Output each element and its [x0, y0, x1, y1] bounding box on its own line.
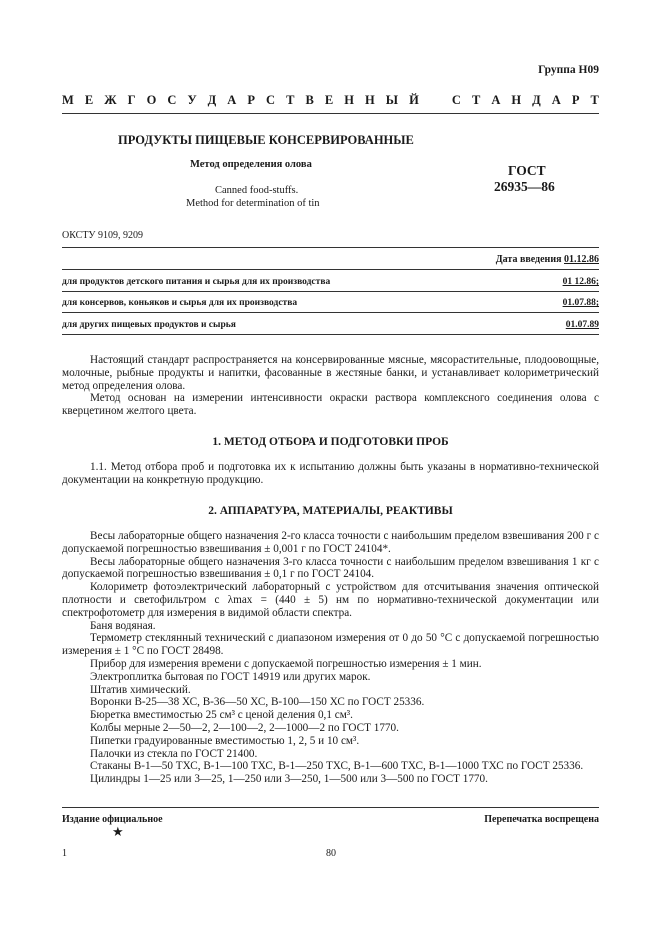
date-row-value: 01 12.86;	[562, 277, 599, 287]
standard-banner	[62, 94, 599, 107]
intro-paragraph: Настоящий стандарт распространяется на консервированные мясные, мясорастительные, плодоовощные, молочные, рыбные продукты и напитки, фасованные в жестяные банки, и устанавливает колориметрический метод определения олова.	[62, 354, 599, 392]
date-row-label: для консервов, коньяков и сырья для их производства	[62, 298, 298, 308]
title-en-line1: Canned food-stuffs.	[215, 185, 299, 196]
banner-letter: У	[187, 93, 197, 107]
banner-letter: Г	[127, 93, 136, 107]
gost-designation	[494, 163, 555, 195]
sheet-number: 1	[62, 848, 67, 859]
footer-rule	[62, 807, 599, 808]
date-rule-1	[62, 269, 599, 270]
banner-letter: Д	[532, 93, 541, 107]
date-rule-3	[62, 312, 599, 313]
banner-letter: А	[491, 93, 501, 107]
date-row-value: 01.07.88;	[562, 298, 599, 308]
banner-letter: Ы	[385, 93, 399, 107]
banner-letter: Й	[409, 93, 419, 107]
banner-letter: Н	[511, 93, 522, 107]
equipment-item: Колориметр фотоэлектрический лабораторный с устройством для отсчитывания значения оптической плотности и светофильтром с λmax = (440 ± 5) нм по нормативно-технической документации или спектрофотометр для измерения в видимой области спектра.	[62, 581, 599, 619]
equipment-list	[62, 530, 599, 786]
equipment-item: Цилиндры 1—25 или 3—25, 1—250 или 3—250, 1—500 или 3—500 по ГОСТ 1770.	[90, 773, 488, 786]
banner-letter: А	[227, 93, 237, 107]
gost-label: ГОСТ	[508, 163, 546, 178]
section-1-paragraph: 1.1. Метод отбора проб и подготовка их к испытанию должны быть указаны в нормативно-технической документации на конкретную продукцию.	[62, 461, 599, 486]
banner-letter: В	[305, 93, 314, 107]
intro-date-value: 01.12.86	[564, 254, 599, 265]
equipment-item: Воронки В-25—38 ХС, В-36—50 ХС, В-100—150 ХС по ГОСТ 25336.	[90, 696, 425, 709]
equipment-item: Бюретка вместимостью 25 см³ с ценой деления 0,1 см³.	[90, 709, 353, 722]
banner-letter: С	[266, 93, 276, 107]
equipment-item: Колбы мерные 2—50—2, 2—100—2, 2—1000—2 по ГОСТ 1770.	[90, 721, 399, 734]
banner-letter: Е	[324, 93, 334, 107]
page-number: 80	[326, 848, 336, 859]
date-rule-2	[62, 291, 599, 292]
date-row-label: для других пищевых продуктов и сырья	[62, 320, 236, 330]
banner-letter: А	[551, 93, 561, 107]
date-row-value: 01.07.89	[565, 320, 599, 330]
equipment-item: Штатив химический.	[90, 683, 191, 696]
banner-letter: Т	[471, 93, 481, 107]
equipment-item: Палочки из стекла по ГОСТ 21400.	[90, 747, 258, 760]
okstu-code: ОКСТУ 9109, 9209	[62, 230, 144, 241]
banner-letter: Е	[84, 93, 94, 107]
equipment-item: Весы лабораторные общего назначения 3-го класса точности с наибольшим пределом взвешивания 1 кг с допускаемой погрешностью взвешивания ± 0,1 г по ГОСТ 24104.	[62, 555, 599, 581]
star-icon: ★	[112, 824, 124, 839]
banner-letter: С	[167, 93, 177, 107]
banner-letter: Д	[207, 93, 217, 107]
date-rule-4	[62, 334, 599, 335]
banner-letter: С	[451, 93, 461, 107]
okstu-rule	[62, 247, 599, 248]
banner-rule	[62, 113, 599, 114]
section-1-text	[62, 461, 599, 487]
reprint-prohibited: Перепечатка воспрещена	[484, 814, 599, 825]
date-row	[62, 276, 599, 289]
group-code: Группа Н09	[538, 64, 599, 76]
banner-letter: Р	[247, 93, 255, 107]
equipment-item: Электроплитка бытовая по ГОСТ 14919 или других марок.	[90, 670, 371, 683]
equipment-item: Весы лабораторные общего назначения 2-го класса точности с наибольшим пределом взвешивания 200 г с допускаемой погрешностью взвешивания ± 0,001 г по ГОСТ 24104*.	[62, 530, 599, 555]
banner-letter: Т	[286, 93, 295, 107]
equipment-item: Пипетки градуированные вместимостью 1, 2, 5 и 10 см³.	[90, 734, 360, 747]
method-title: Метод определения олова	[190, 159, 312, 170]
date-row	[62, 297, 599, 310]
date-row-label: для продуктов детского питания и сырья для их производства	[62, 277, 331, 287]
equipment-item: Стаканы В-1—50 ТХС, В-1—100 ТХС, В-1—250 ТХС, В-1—600 ТХС, В-1—1000 ТХС по ГОСТ 25336.	[90, 760, 584, 773]
banner-letter: Т	[590, 93, 599, 107]
section-1-heading: 1. МЕТОД ОТБОРА И ПОДГОТОВКИ ПРОБ	[212, 436, 449, 448]
banner-letter: Н	[344, 93, 354, 107]
intro-date	[496, 254, 599, 267]
title-en-line2: Method for determination of tin	[186, 198, 320, 209]
date-row	[62, 319, 599, 332]
equipment-item: Прибор для измерения времени с допускаемой погрешностью измерения ± 1 мин.	[90, 657, 482, 670]
document-title-ru: ПРОДУКТЫ ПИЩЕВЫЕ КОНСЕРВИРОВАННЫЕ	[118, 133, 414, 147]
banner-letter: О	[146, 93, 157, 107]
gost-number: 26935—86	[494, 179, 555, 194]
intro-date-label: Дата введения	[495, 254, 562, 265]
equipment-item: Баня водяная.	[90, 619, 156, 632]
banner-letter: М	[62, 93, 74, 107]
official-edition: Издание официальное	[62, 814, 163, 825]
banner-letter: Р	[571, 93, 580, 107]
banner-letter: Н	[364, 93, 375, 107]
section-2-heading: 2. АППАРАТУРА, МАТЕРИАЛЫ, РЕАКТИВЫ	[208, 505, 453, 517]
intro-text	[62, 354, 599, 418]
equipment-item: Термометр стеклянный технический с диапазоном измерения от 0 до 50 °С с допускаемой погрешностью измерения ± 1 °С по ГОСТ 28498.	[62, 632, 599, 658]
intro-paragraph: Метод основан на измерении интенсивности окраски раствора комплексного соединения олова с кверцетином желтого цвета.	[62, 392, 599, 418]
banner-letter: Ж	[104, 93, 117, 107]
